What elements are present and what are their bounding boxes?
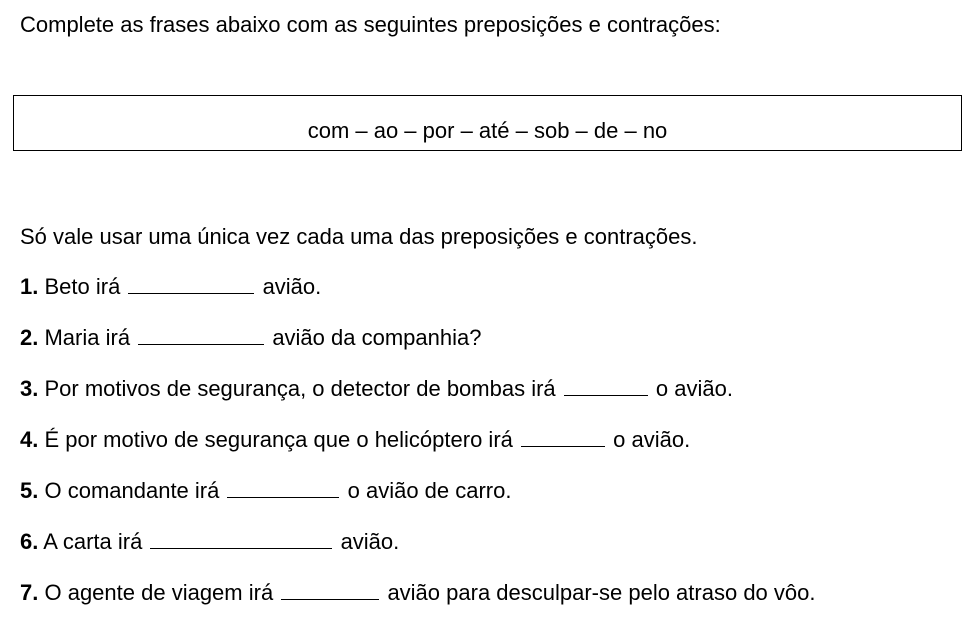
exercise-number: 6. <box>20 529 39 554</box>
exercise-number: 1. <box>20 274 39 299</box>
exercise-text-before: É por motivo de segurança que o helicóptero irá <box>44 427 513 452</box>
exercise-3 <box>20 376 733 402</box>
answer-blank[interactable] <box>128 275 254 294</box>
exercise-text-before: Maria irá <box>44 325 131 350</box>
answer-blank[interactable] <box>564 377 648 396</box>
rule-text: Só vale usar uma única vez cada uma das preposições e contrações. <box>20 224 698 249</box>
word-bank-box <box>13 95 962 151</box>
exercise-text-before: Por motivos de segurança, o detector de bombas irá <box>44 376 556 401</box>
exercise-text-before: A carta irá <box>43 529 143 554</box>
exercise-4 <box>20 427 690 453</box>
exercise-number: 7. <box>20 580 39 605</box>
exercise-text-after: avião. <box>262 274 322 299</box>
exercise-text-after: avião. <box>340 529 400 554</box>
answer-blank[interactable] <box>227 479 339 498</box>
answer-blank[interactable] <box>138 326 264 345</box>
exercise-number: 3. <box>20 376 39 401</box>
exercise-2 <box>20 325 481 351</box>
exercise-text-after: avião para desculpar-se pelo atraso do vôo. <box>387 580 816 605</box>
answer-blank[interactable] <box>281 581 379 600</box>
exercise-text-before: O comandante irá <box>44 478 220 503</box>
exercise-text-after: o avião. <box>613 427 691 452</box>
exercise-text-before: O agente de viagem irá <box>44 580 274 605</box>
word-bank-text: com – ao – por – até – sob – de – no <box>307 118 668 143</box>
answer-blank[interactable] <box>150 530 332 549</box>
exercise-7 <box>20 580 815 606</box>
exercise-text-before: Beto irá <box>44 274 121 299</box>
answer-blank[interactable] <box>521 428 605 447</box>
exercise-text-after: o avião. <box>655 376 733 401</box>
exercise-1 <box>20 274 321 300</box>
instruction-text: Complete as frases abaixo com as seguintes preposições e contrações: <box>20 12 721 37</box>
exercise-number: 2. <box>20 325 39 350</box>
exercise-text-after: o avião de carro. <box>347 478 512 503</box>
exercise-number: 5. <box>20 478 39 503</box>
exercise-5 <box>20 478 511 504</box>
exercise-text-after: avião da companhia? <box>272 325 482 350</box>
exercise-6 <box>20 529 399 555</box>
exercise-number: 4. <box>20 427 39 452</box>
